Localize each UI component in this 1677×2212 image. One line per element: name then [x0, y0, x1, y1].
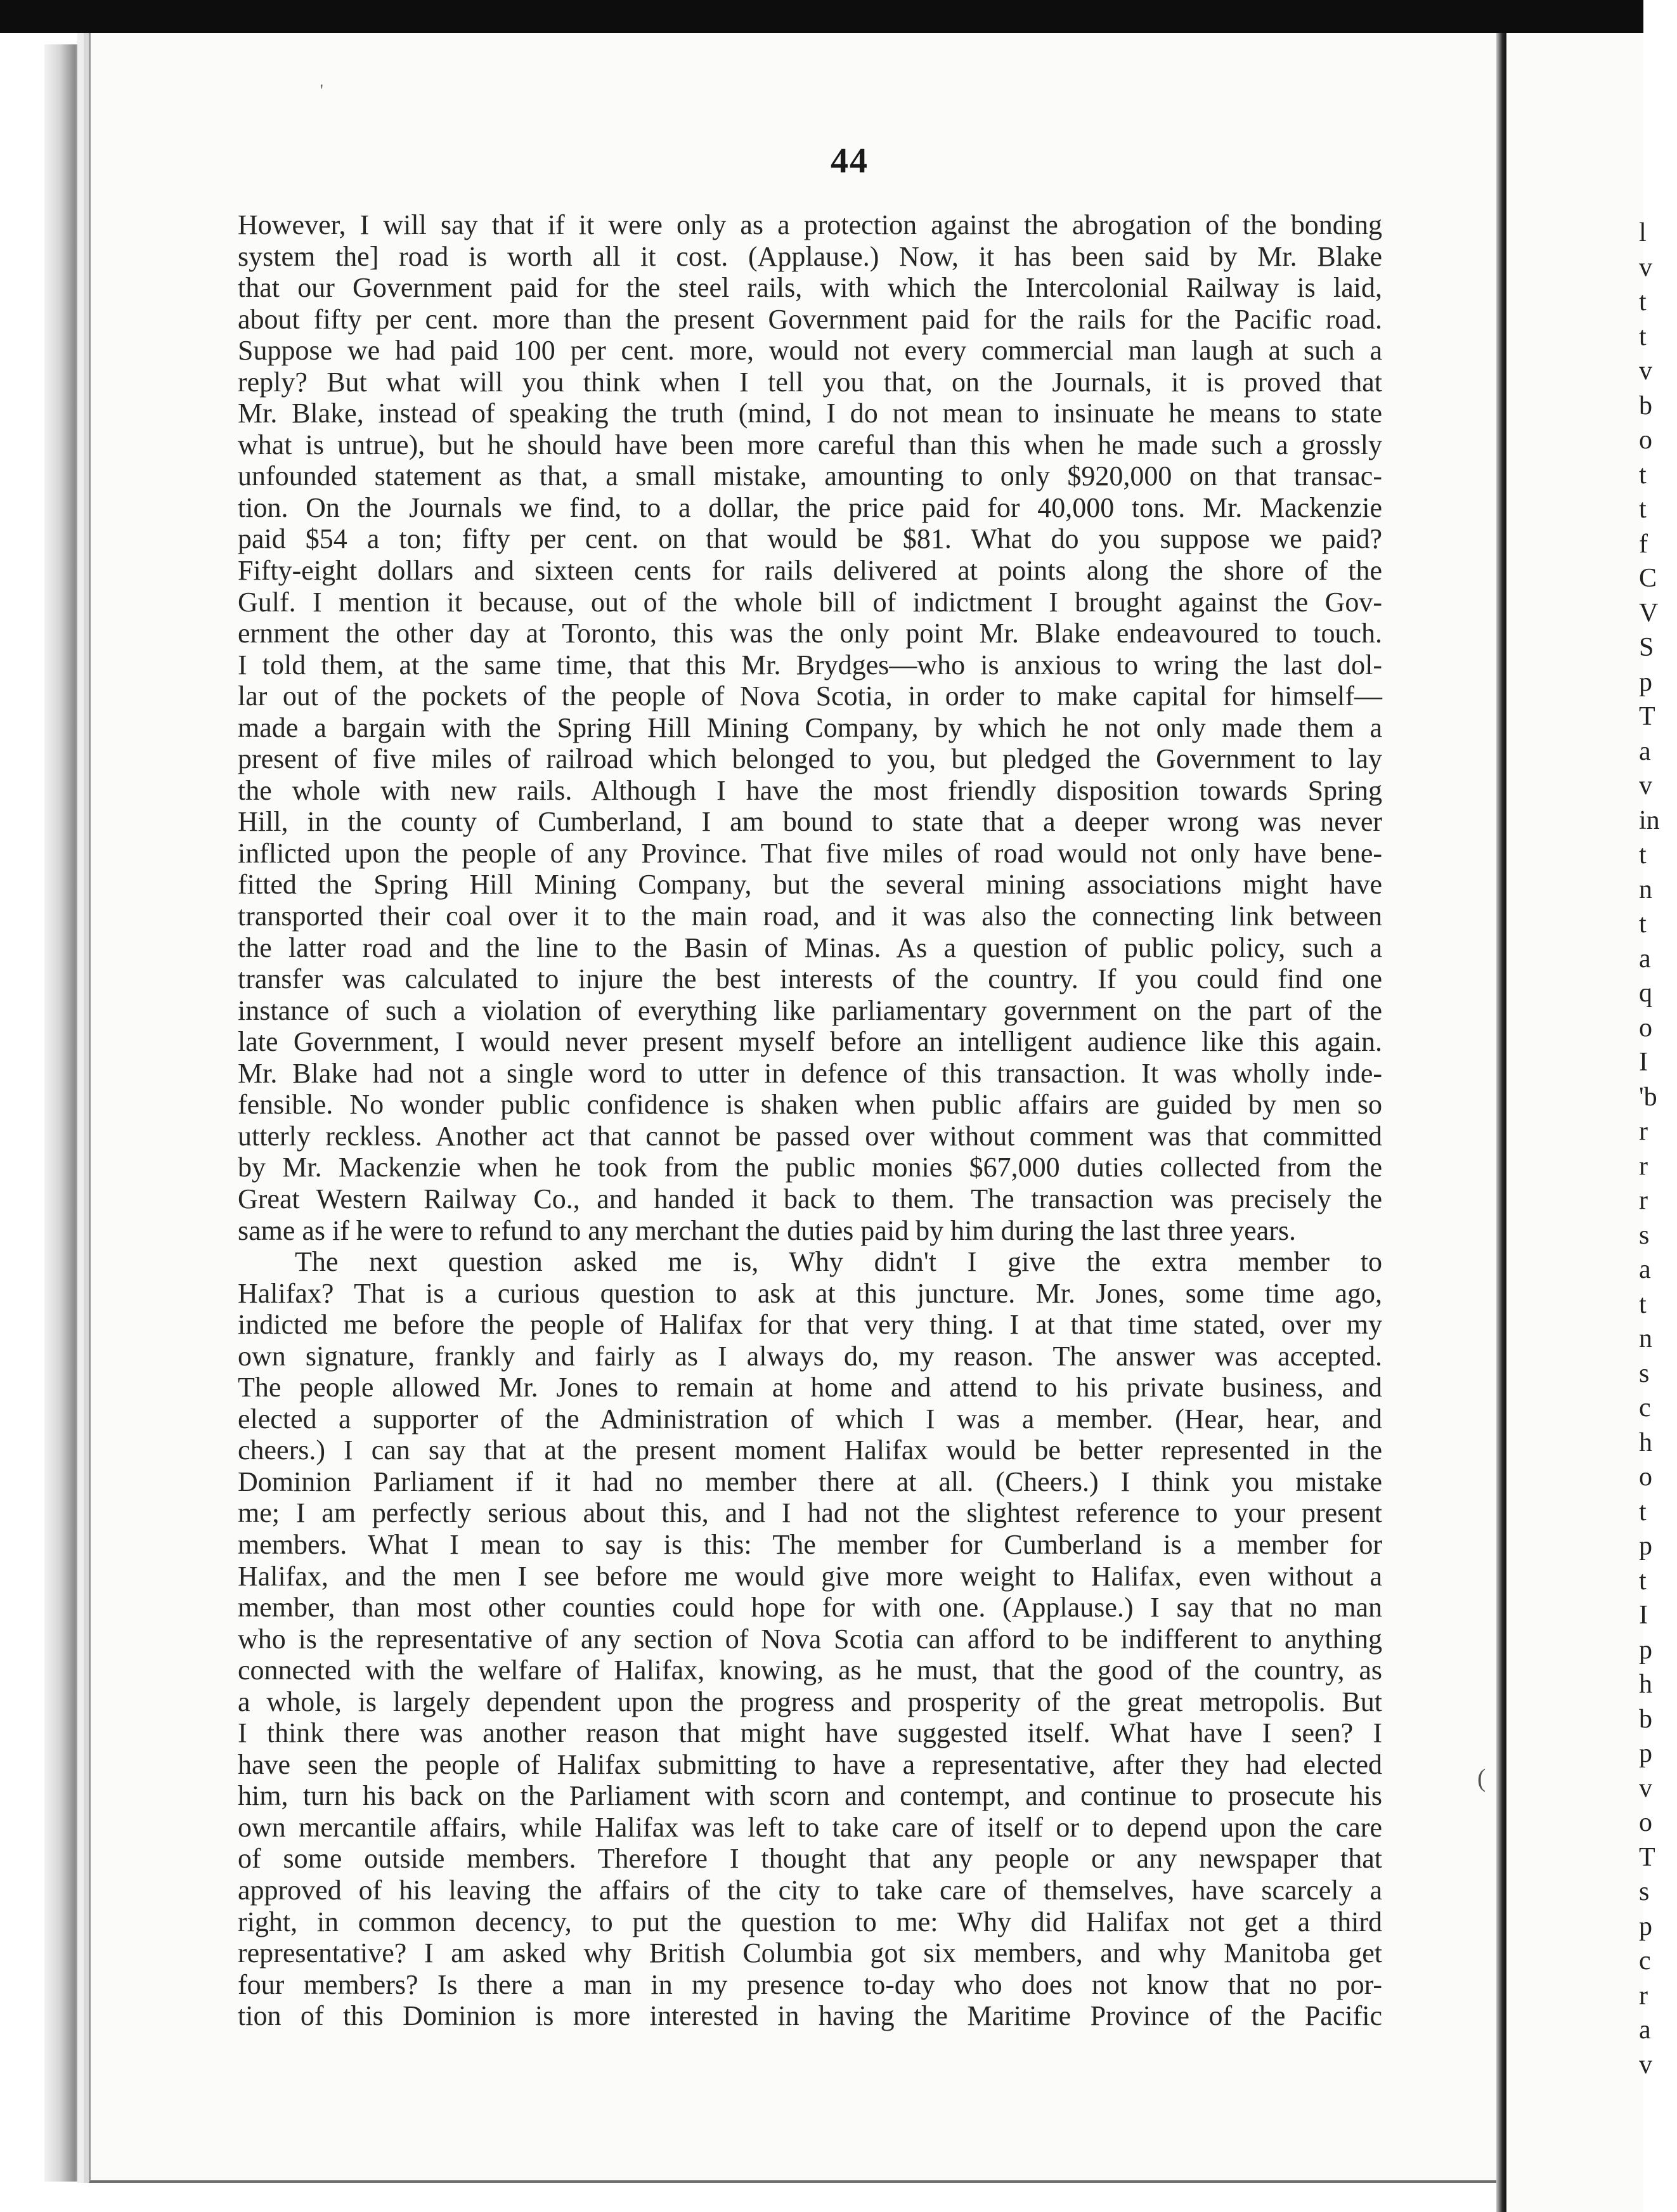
facing-page-letter: n: [1639, 875, 1652, 904]
facing-page-letter: S: [1639, 633, 1654, 662]
text-line: who is the representative of any section of Nova Scotia can afford to be indifferent to anything: [238, 1623, 1382, 1655]
text-line: indicted me before the people of Halifax for that very thing. I at that time stated, over my: [238, 1309, 1382, 1341]
facing-page-letter: r: [1639, 1186, 1648, 1215]
text-line: the whole with new rails. Although I have the most friendly disposition towards Spring: [238, 774, 1382, 806]
text-line: instance of such a violation of everything like parliamentary government on the part of the: [238, 994, 1382, 1026]
facing-page-letter: t: [1639, 1289, 1647, 1319]
text-line: Dominion Parliament if it had no member there at all. (Cheers.) I think you mistake: [238, 1466, 1382, 1497]
text-line: what is untrue), but he should have been more careful than this when he made such a grossly: [238, 429, 1382, 460]
text-line: member, than most other counties could hope for with one. (Applause.) I say that no man: [238, 1592, 1382, 1623]
facing-page-letter: p: [1639, 1911, 1652, 1941]
facing-page-letter: l: [1639, 218, 1647, 247]
text-line: Halifax? That is a curious question to ask at this juncture. Mr. Jones, some time ago,: [238, 1277, 1382, 1309]
text-line: reply? But what will you think when I tell you that, on the Journals, it is proved that: [238, 366, 1382, 398]
text-line: inflicted upon the people of any Province. That five miles of road would not only have bene-: [238, 837, 1382, 869]
facing-page-letter: c: [1639, 1393, 1651, 1422]
facing-page-margin-text: [1639, 216, 1677, 2082]
facing-page-letter: a: [1639, 2015, 1651, 2045]
facing-page-letter: r: [1639, 1117, 1648, 1146]
text-line: I told them, at the same time, that this Mr. Brydges—who is anxious to wring the last dol-: [238, 649, 1382, 680]
text-line: about fifty per cent. more than the present Government paid for the rails for the Pacific road.: [238, 303, 1382, 335]
text-line: fensible. No wonder public confidence is shaken when public affairs are guided by men so: [238, 1089, 1382, 1121]
page-number: 44: [831, 141, 869, 181]
text-line: of some outside members. Therefore I thought that any people or any newspaper that: [238, 1843, 1382, 1875]
facing-page-letter: p: [1639, 667, 1652, 697]
stray-mark: (: [1477, 1764, 1486, 1792]
facing-page-letter: p: [1639, 1739, 1652, 1768]
facing-page-letter: t: [1639, 1497, 1647, 1526]
text-line: system the] road is worth all it cost. (Applause.) Now, it has been said by Mr. Blake: [238, 240, 1382, 272]
facing-page-letter: p: [1639, 1635, 1652, 1665]
facing-page-letter: q: [1639, 979, 1652, 1008]
text-line: Suppose we had paid 100 per cent. more, would not every commercial man laugh at such a: [238, 335, 1382, 367]
text-line: Fifty-eight dollars and sixteen cents for rails delivered at points along the shore of the: [238, 555, 1382, 587]
body-text: [238, 209, 1382, 2032]
facing-page-edge: [1506, 33, 1643, 2212]
text-line: ernment the other day at Toronto, this was the only point Mr. Blake endeavoured to touch.: [238, 618, 1382, 649]
text-line: same as if he were to refund to any merchant the duties paid by him during the last three years.: [238, 1214, 1297, 1246]
text-line: the latter road and the line to the Basin of Minas. As a question of public policy, such a: [238, 932, 1382, 963]
text-line: Mr. Blake had not a single word to utter in defence of this transaction. It was wholly inde-: [238, 1057, 1382, 1089]
facing-page-letter: v: [1639, 2050, 1652, 2079]
facing-page-letter: t: [1639, 1566, 1647, 1596]
text-line: late Government, I would never present myself before an intelligent audience like this again.: [238, 1026, 1382, 1058]
text-line: a whole, is largely dependent upon the progress and prosperity of the great metropolis. But: [238, 1686, 1382, 1717]
facing-page-letter: C: [1639, 564, 1657, 593]
facing-page-letter: h: [1639, 1670, 1652, 1699]
page-gutter: [1496, 33, 1506, 2212]
scan-top-border: [0, 0, 1643, 33]
facing-page-letter: s: [1639, 1877, 1650, 1906]
facing-page-letter: a: [1639, 1255, 1651, 1284]
facing-page-letter: v: [1639, 252, 1652, 282]
facing-page-letter: t: [1639, 460, 1647, 490]
facing-page-letter: c: [1639, 1946, 1651, 1975]
text-line: have seen the people of Halifax submitting to have a representative, after they had elected: [238, 1748, 1382, 1780]
facing-page-letter: s: [1639, 1358, 1650, 1388]
text-line: tion of this Dominion is more interested in having the Maritime Province of the Pacific: [238, 2000, 1382, 2032]
text-line: Gulf. I mention it because, out of the whole bill of indictment I brought against the Gov-: [238, 586, 1382, 618]
text-line: paid $54 a ton; fifty per cent. on that would be $81. What do you suppose we paid?: [238, 523, 1382, 555]
text-line: members. What I mean to say is this: The member for Cumberland is a member for: [238, 1528, 1382, 1560]
text-line: made a bargain with the Spring Hill Mining Company, by which he not only made them a: [238, 712, 1382, 743]
text-line: Great Western Railway Co., and handed it back to them. The transaction was precisely the: [238, 1183, 1382, 1214]
facing-page-letter: I: [1639, 1601, 1648, 1630]
facing-page-letter: T: [1639, 702, 1655, 731]
facing-page-letter: t: [1639, 495, 1647, 524]
facing-page-letter: t: [1639, 840, 1647, 869]
facing-page-letter: f: [1639, 529, 1648, 559]
facing-page-letter: o: [1639, 426, 1652, 455]
text-line: utterly reckless. Another act that cannot be passed over without comment was that committed: [238, 1120, 1382, 1152]
text-line: Hill, in the county of Cumberland, I am bound to state that a deeper wrong was never: [238, 806, 1382, 838]
text-line: I think there was another reason that might have suggested itself. What have I seen? I: [238, 1717, 1382, 1749]
facing-page-letter: s: [1639, 1220, 1650, 1250]
facing-page-letter: t: [1639, 909, 1647, 939]
text-line: However, I will say that if it were only as a protection against the abrogation of the bonding: [238, 209, 1382, 240]
facing-page-letter: v: [1639, 356, 1652, 386]
facing-page-letter: b: [1639, 1704, 1652, 1734]
text-line: four members? Is there a man in my presence to-day who does not know that no por-: [238, 1968, 1382, 2000]
text-line: transported their coal over it to the main road, and it was also the connecting link between: [238, 901, 1382, 932]
text-line: him, turn his back on the Parliament with scorn and contempt, and continue to prosecute his: [238, 1780, 1382, 1812]
facing-page-letter: o: [1639, 1808, 1652, 1837]
facing-page-letter: h: [1639, 1428, 1652, 1457]
facing-page-letter: T: [1639, 1842, 1655, 1872]
facing-page-letter: o: [1639, 1462, 1652, 1492]
text-line: by Mr. Mackenzie when he took from the public monies $67,000 duties collected from the: [238, 1152, 1382, 1183]
text-line: me; I am perfectly serious about this, and I had not the slightest reference to your present: [238, 1497, 1382, 1529]
facing-page-letter: r: [1639, 1151, 1648, 1181]
text-line: The people allowed Mr. Jones to remain at home and attend to his private business, and: [238, 1372, 1382, 1403]
facing-page-letter: I: [1639, 1048, 1648, 1077]
text-line: own mercantile affairs, while Halifax was left to take care of itself or to depend upon the care: [238, 1811, 1382, 1843]
facing-page-letter: v: [1639, 771, 1652, 800]
facing-page-letter: o: [1639, 1013, 1652, 1043]
facing-page-letter: r: [1639, 1981, 1648, 2010]
facing-page-letter: v: [1639, 1773, 1652, 1803]
text-line: that our Government paid for the steel rails, with which the Intercolonial Railway is laid,: [238, 272, 1382, 304]
facing-page-letter: b: [1639, 391, 1652, 420]
text-line: cheers.) I can say that at the present moment Halifax would be better represented in the: [238, 1435, 1382, 1466]
facing-page-letter: t: [1639, 287, 1647, 316]
text-line: connected with the welfare of Halifax, knowing, as he must, that the good of the country, as: [238, 1655, 1382, 1686]
binding-shadow: [44, 44, 82, 2182]
text-line: unfounded statement as that, a small mistake, amounting to only $920,000 on that transac-: [238, 460, 1382, 492]
facing-page-letter: n: [1639, 1324, 1652, 1353]
text-line: Mr. Blake, instead of speaking the truth (mind, I do not mean to insinuate he means to state: [238, 398, 1382, 429]
facing-page-letter: a: [1639, 736, 1651, 766]
text-line: approved of his leaving the affairs of the city to take care of themselves, have scarcely a: [238, 1874, 1382, 1906]
text-line: The next question asked me is, Why didn't I give the extra member to: [295, 1246, 1382, 1278]
text-line: representative? I am asked why British Columbia got six members, and why Manitoba get: [238, 1937, 1382, 1969]
text-line: tion. On the Journals we find, to a dollar, the price paid for 40,000 tons. Mr. Mackenzie: [238, 491, 1382, 523]
text-line: present of five miles of railroad which belonged to you, but pledged the Government to lay: [238, 743, 1382, 775]
facing-page-letter: in: [1639, 805, 1660, 835]
facing-page-letter: V: [1639, 598, 1659, 628]
text-line: fitted the Spring Hill Mining Company, but the several mining associations might have: [238, 869, 1382, 901]
text-line: Halifax, and the men I see before me would give more weight to Halifax, even without a: [238, 1560, 1382, 1592]
text-line: elected a supporter of the Administration of which I was a member. (Hear, hear, and: [238, 1403, 1382, 1435]
facing-page-letter: a: [1639, 944, 1651, 973]
text-line: transfer was calculated to injure the best interests of the country. If you could find one: [238, 963, 1382, 995]
text-line: lar out of the pockets of the people of Nova Scotia, in order to make capital for himself—: [238, 680, 1382, 712]
text-line: own signature, frankly and fairly as I always do, my reason. The answer was accepted.: [238, 1340, 1382, 1372]
facing-page-letter: p: [1639, 1532, 1652, 1561]
stray-dot: ': [320, 81, 323, 100]
facing-page-letter: t: [1639, 322, 1647, 351]
facing-page-letter: 'b: [1639, 1082, 1657, 1112]
text-line: right, in common decency, to put the question to me: Why did Halifax not get a third: [238, 1906, 1382, 1937]
